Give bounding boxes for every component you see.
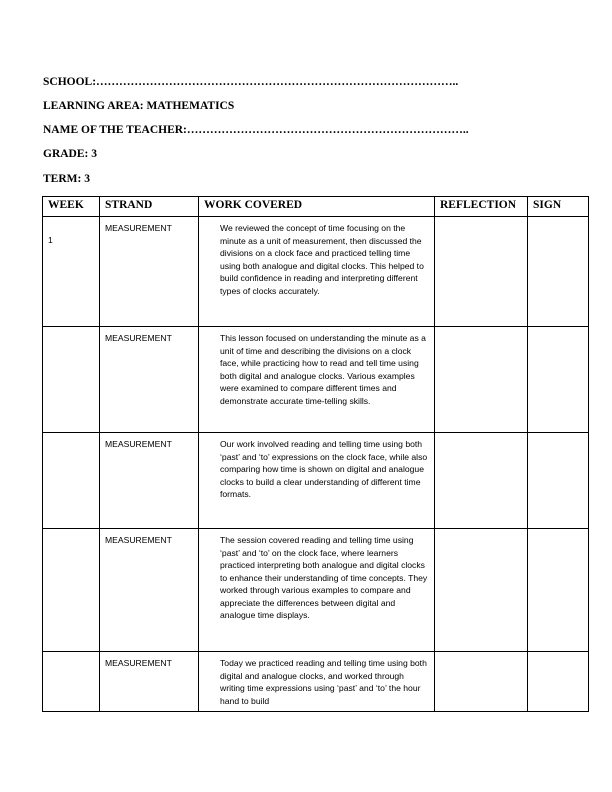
table-row — [43, 652, 589, 712]
column-header-sign: SIGN — [528, 197, 589, 217]
week-cell — [43, 529, 100, 652]
school-field: SCHOOL:………………………………………………………………………………….. — [43, 76, 459, 88]
column-header-reflection: REFLECTION — [435, 197, 528, 217]
column-header-work-covered: WORK COVERED — [199, 197, 435, 217]
week-cell — [43, 652, 100, 712]
strand-cell: MEASUREMENT — [100, 529, 199, 652]
week-cell: 1 — [43, 217, 100, 327]
work-covered-cell: We reviewed the concept of time focusing on the minute as a unit of measurement, then discussed the divisions on a clock face and practiced telling time using both analogue and digital clocks. This helped to build confidence in reading and interpreting different types of clocks accurately. — [199, 217, 435, 327]
table-row — [43, 433, 589, 529]
teacher-name-field: NAME OF THE TEACHER:……………………………………………………………….. — [43, 124, 469, 136]
reflection-cell[interactable] — [435, 217, 528, 327]
work-covered-cell: This lesson focused on understanding the minute as a unit of time and describing the divisions on a clock face, while practicing how to read and tell time using both digital and analogue clocks. Various examples were examined to compare different times and demonstrate accurate time-telling skills. — [199, 327, 435, 433]
strand-cell: MEASUREMENT — [100, 327, 199, 433]
column-header-week: WEEK — [43, 197, 100, 217]
strand-cell: MEASUREMENT — [100, 433, 199, 529]
work-covered-cell: The session covered reading and telling time using ‘past’ and ‘to’ on the clock face, where learners practiced interpreting both analogue and digital clocks to enhance their understanding of time concepts. They worked through various examples to compare and appreciate the differences between digital and analogue time displays. — [199, 529, 435, 652]
week-cell — [43, 433, 100, 529]
reflection-cell[interactable] — [435, 529, 528, 652]
table-row — [43, 529, 589, 652]
sign-cell[interactable] — [528, 652, 589, 712]
learning-area: LEARNING AREA: MATHEMATICS — [43, 100, 235, 112]
sign-cell[interactable] — [528, 433, 589, 529]
table-header-row — [43, 197, 589, 217]
sign-cell[interactable] — [528, 529, 589, 652]
work-covered-cell: Our work involved reading and telling time using both ‘past’ and ‘to’ expressions on the clock face, while also comparing how time is shown on digital and analogue clocks to build a clear understanding of different time formats. — [199, 433, 435, 529]
sign-cell[interactable] — [528, 327, 589, 433]
reflection-cell[interactable] — [435, 652, 528, 712]
strand-cell: MEASUREMENT — [100, 217, 199, 327]
table-row — [43, 327, 589, 433]
reflection-cell[interactable] — [435, 433, 528, 529]
record-of-work-table — [42, 196, 589, 712]
term: TERM: 3 — [43, 173, 90, 185]
reflection-cell[interactable] — [435, 327, 528, 433]
table-row — [43, 217, 589, 327]
week-cell — [43, 327, 100, 433]
strand-cell: MEASUREMENT — [100, 652, 199, 712]
grade: GRADE: 3 — [43, 148, 97, 160]
column-header-strand: STRAND — [100, 197, 199, 217]
sign-cell[interactable] — [528, 217, 589, 327]
work-covered-cell: Today we practiced reading and telling time using both digital and analogue clocks, and worked through writing time expressions using ‘past’ and ‘to’ the hour hand to build — [199, 652, 435, 712]
